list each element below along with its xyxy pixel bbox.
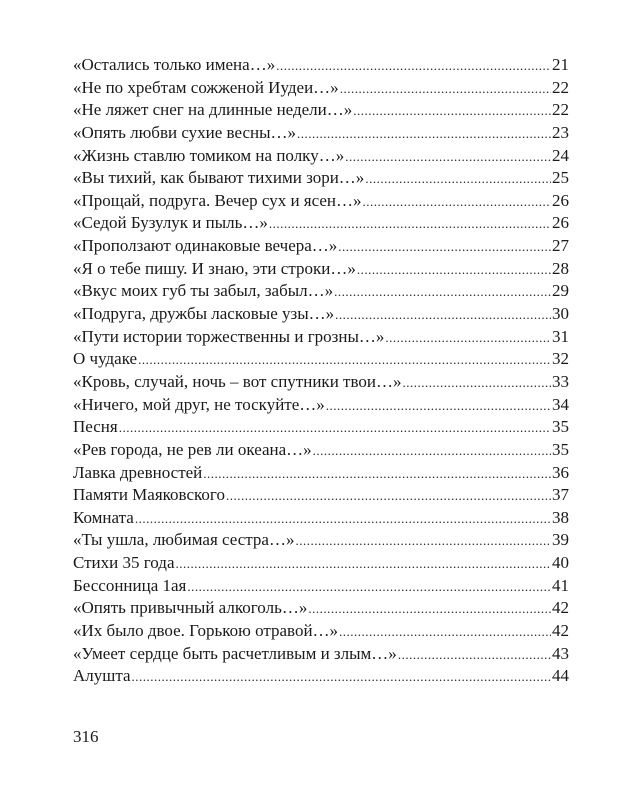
toc-dot-leader (276, 55, 551, 78)
toc-entry-page: 26 (552, 213, 569, 233)
toc-entry-page: 28 (552, 258, 569, 278)
toc-entry-page: 24 (552, 145, 569, 165)
toc-entry (73, 439, 569, 462)
toc-entry-title: Алушта (73, 666, 131, 686)
toc-entry-title: «Подруга, дружбы ласковые узы…» (73, 304, 335, 324)
table-of-contents (73, 54, 569, 688)
toc-dot-leader (295, 530, 551, 553)
toc-entry (73, 665, 569, 688)
toc-entry (73, 122, 569, 145)
toc-entry-page: 35 (552, 439, 569, 459)
toc-entry (73, 258, 569, 281)
toc-entry (73, 54, 569, 77)
toc-entry (73, 507, 569, 530)
toc-entry-page: 37 (552, 485, 569, 505)
toc-dot-leader (132, 666, 551, 689)
toc-dot-leader (363, 191, 551, 214)
toc-entry-title: «Не ляжет снег на длинные недели…» (73, 100, 353, 120)
toc-entry (73, 620, 569, 643)
toc-dot-leader (297, 123, 551, 146)
toc-dot-leader (365, 168, 551, 191)
toc-entry-title: Бессонница 1ая (73, 575, 187, 595)
toc-dot-leader (334, 281, 551, 304)
toc-entry-title: «Опять привычный алкоголь…» (73, 598, 308, 618)
toc-entry-page: 40 (552, 553, 569, 573)
toc-entry (73, 371, 569, 394)
toc-entry-title: «Вы тихий, как бывают тихими зори…» (73, 168, 365, 188)
toc-entry-page: 23 (552, 122, 569, 142)
toc-entry-title: «Остались только имена…» (73, 55, 276, 74)
toc-entry-title: Стихи 35 года (73, 553, 175, 573)
toc-dot-leader (338, 236, 551, 259)
toc-entry-title: Лавка древностей (73, 462, 203, 482)
toc-entry (73, 326, 569, 349)
toc-entry-page: 36 (552, 462, 569, 482)
toc-entry-title: «Ты ушла, любимая сестра…» (73, 530, 295, 550)
toc-entry-page: 30 (552, 304, 569, 324)
toc-dot-leader (339, 621, 551, 644)
toc-entry (73, 416, 569, 439)
toc-dot-leader (187, 576, 551, 599)
toc-dot-leader (135, 508, 551, 531)
toc-entry-page: 34 (552, 394, 569, 414)
toc-entry-title: «Опять любви сухие весны…» (73, 122, 297, 142)
toc-entry-page: 31 (552, 326, 569, 346)
toc-entry (73, 597, 569, 620)
toc-dot-leader (340, 78, 551, 101)
toc-entry (73, 462, 569, 485)
toc-entry (73, 484, 569, 507)
toc-entry-page: 44 (552, 666, 569, 686)
toc-entry-title: «Вкус моих губ ты забыл, забыл…» (73, 281, 334, 301)
toc-entry-title: Памяти Маяковского (73, 485, 225, 505)
toc-dot-leader (357, 259, 551, 282)
toc-entry-page: 27 (552, 236, 569, 256)
toc-entry-page: 25 (552, 168, 569, 188)
toc-dot-leader (269, 213, 551, 236)
toc-entry-title: «Пути истории торжественны и грозны…» (73, 326, 385, 346)
toc-entry-title: «Прощай, подруга. Вечер сух и ясен…» (73, 190, 362, 210)
toc-entry-page: 33 (552, 371, 569, 391)
toc-entry (73, 212, 569, 235)
toc-dot-leader (353, 100, 551, 123)
toc-dot-leader (226, 485, 551, 508)
toc-dot-leader (385, 327, 551, 350)
toc-entry-title: «Седой Бузулук и пыль…» (73, 213, 268, 233)
toc-entry-title: «Проползают одинаковые вечера…» (73, 236, 338, 256)
toc-entry-page: 26 (552, 190, 569, 210)
toc-entry-title: «Их было двое. Горькою отравой…» (73, 621, 339, 641)
toc-dot-leader (119, 417, 551, 440)
toc-dot-leader (138, 349, 551, 372)
toc-entry-page: 41 (552, 575, 569, 595)
toc-dot-leader (345, 146, 551, 169)
toc-entry-title: «Умеет сердце быть расчетливым и злым…» (73, 643, 397, 663)
toc-entry-title: Песня (73, 417, 118, 437)
toc-dot-leader (203, 463, 551, 486)
toc-entry (73, 552, 569, 575)
toc-entry-title: «Рев города, не рев ли океана…» (73, 439, 312, 459)
toc-dot-leader (313, 440, 551, 463)
toc-dot-leader (308, 598, 551, 621)
toc-entry (73, 348, 569, 371)
toc-entry-title: «Жизнь ставлю томиком на полку…» (73, 145, 345, 165)
toc-entry (73, 280, 569, 303)
toc-entry (73, 99, 569, 122)
toc-entry-title: «Кровь, случай, ночь – вот спутники твои…» (73, 371, 402, 391)
toc-entry-page: 39 (552, 530, 569, 550)
toc-entry (73, 529, 569, 552)
page-number: 316 (73, 727, 99, 746)
toc-entry-page: 42 (552, 598, 569, 618)
toc-entry-title: Комната (73, 507, 134, 527)
toc-dot-leader (326, 395, 551, 418)
toc-entry-page: 43 (552, 643, 569, 663)
toc-entry-title: О чудаке (73, 349, 138, 369)
toc-entry-title: «Ничего, мой друг, не тоскуйте…» (73, 394, 325, 414)
toc-entry-page: 22 (552, 77, 569, 97)
toc-entry (73, 575, 569, 598)
toc-dot-leader (176, 553, 552, 576)
toc-entry (73, 167, 569, 190)
toc-entry-title: «Я о тебе пишу. И знаю, эти строки…» (73, 258, 356, 278)
toc-entry-page: 29 (552, 281, 569, 301)
toc-entry-page: 22 (552, 100, 569, 120)
toc-entry-page: 38 (552, 507, 569, 527)
toc-entry (73, 235, 569, 258)
toc-entry-title: «Не по хребтам сожженой Иудеи…» (73, 77, 339, 97)
toc-dot-leader (402, 372, 551, 395)
toc-entry-page: 35 (552, 417, 569, 437)
toc-entry (73, 145, 569, 168)
toc-entry (73, 190, 569, 213)
toc-entry (73, 77, 569, 100)
toc-entry (73, 394, 569, 417)
toc-entry-page: 42 (552, 621, 569, 641)
toc-entry (73, 643, 569, 666)
toc-dot-leader (398, 644, 551, 667)
toc-dot-leader (335, 304, 551, 327)
toc-entry-page: 32 (552, 349, 569, 369)
toc-entry-page: 21 (552, 55, 569, 74)
toc-entry (73, 303, 569, 326)
